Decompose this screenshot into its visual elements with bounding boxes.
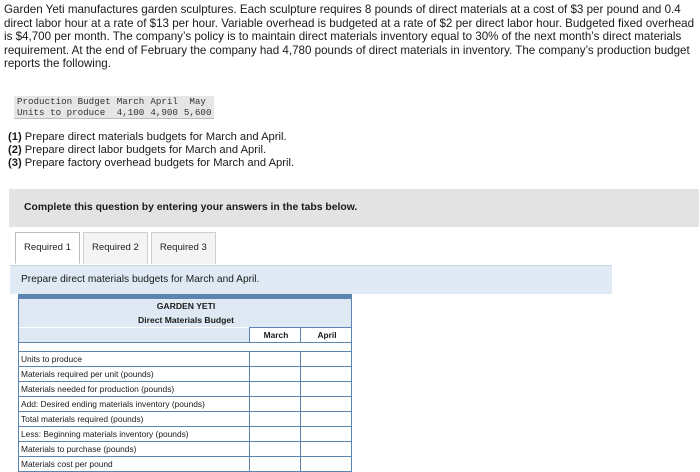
table-row [19,457,352,472]
complete-question-text: Complete this question by entering your answers in the tabs below. [24,202,358,213]
table-row [19,352,352,367]
row-label: Total materials required (pounds) [19,412,250,427]
input-april-units-to-produce[interactable] [301,352,352,367]
budget-title-row [19,313,352,328]
production-budget-col-march: March [116,96,145,107]
production-budget-value-march: 4,100 [116,107,145,118]
requirement-text: Prepare direct labor budgets for March and April. [21,144,267,156]
input-field[interactable] [252,369,296,380]
input-field[interactable] [252,459,296,470]
tab-required-3[interactable]: Required 3 [151,232,216,264]
tab-required-2[interactable]: Required 2 [83,232,148,264]
input-field[interactable] [252,429,296,440]
requirement-item [8,157,294,170]
complete-question-banner [9,189,699,227]
row-label: Materials cost per pound [19,457,250,472]
row-label: Materials required per unit (pounds) [19,367,250,382]
spacer-cell [250,343,301,352]
production-budget-value-may: 5,600 [183,107,212,118]
input-march-materials-needed[interactable] [250,382,301,397]
requirement-number: (2) [8,144,22,156]
input-april-cost-per-pound[interactable] [301,457,352,472]
column-header-row [19,328,352,343]
instruction-bar [10,265,612,294]
input-field[interactable] [252,414,296,425]
input-field[interactable] [252,444,296,455]
spacer-cell [301,343,352,352]
production-budget-col-april: April [150,96,178,107]
company-name: GARDEN YETI [19,299,352,313]
spacer-cell [19,343,250,352]
input-march-cost-per-pound[interactable] [250,457,301,472]
production-budget-title: Production Budget [17,96,111,107]
input-march-beginning-inventory[interactable] [250,427,301,442]
requirement-number: (1) [8,131,22,143]
company-row [19,299,352,313]
production-budget-row-label: Units to produce [17,107,106,118]
spacer-row [19,343,352,352]
row-label: Materials to purchase (pounds) [19,442,250,457]
input-april-materials-needed[interactable] [301,382,352,397]
production-budget-box [14,96,214,119]
table-row [19,442,352,457]
input-field[interactable] [303,459,347,470]
input-field[interactable] [252,399,296,410]
column-header-blank [19,328,250,343]
input-field[interactable] [303,414,347,425]
required-tabs [15,232,219,264]
requirement-item [8,144,294,157]
input-april-materials-per-unit[interactable] [301,367,352,382]
table-row [19,367,352,382]
column-header-april: April [301,328,352,343]
input-field[interactable] [303,384,347,395]
input-march-units-to-produce[interactable] [250,352,301,367]
problem-statement: Garden Yeti manufactures garden sculptures. Each sculpture requires 8 pounds of direct materials at a cost of $3 per pound and 0.4 direct labor hour at a rate of $13 per hour. Variable overhead is budgeted at a rate of $2 per direct labor hour. Budgeted fixed overhead is $4,700 per month. The company’s policy is to maintain direct materials inventory equal to 30% of the next month’s direct materials requirement. At the end of February the company had 4,780 pounds of direct materials in inventory. The company’s production budget reports the following. [4,3,695,71]
input-march-materials-to-purchase[interactable] [250,442,301,457]
input-march-desired-ending-inventory[interactable] [250,397,301,412]
budget-title: Direct Materials Budget [19,313,352,328]
input-field[interactable] [303,369,347,380]
tab-required-1[interactable]: Required 1 [15,232,80,264]
row-label: Less: Beginning materials inventory (pounds) [19,427,250,442]
input-april-materials-to-purchase[interactable] [301,442,352,457]
requirement-number: (3) [8,157,22,169]
table-row [19,412,352,427]
input-april-desired-ending-inventory[interactable] [301,397,352,412]
input-field[interactable] [303,399,347,410]
production-budget-value-april: 4,900 [150,107,178,118]
input-field[interactable] [252,354,296,365]
input-march-total-materials-required[interactable] [250,412,301,427]
input-april-beginning-inventory[interactable] [301,427,352,442]
input-march-materials-per-unit[interactable] [250,367,301,382]
requirement-text: Prepare direct materials budgets for March and April. [21,131,287,143]
table-row [19,397,352,412]
column-header-march: March [250,328,301,343]
production-budget-col-may: May [189,96,206,107]
requirement-item [8,131,294,144]
input-april-total-materials-required[interactable] [301,412,352,427]
instruction-text: Prepare direct materials budgets for March and April. [21,274,260,285]
requirements-list [8,131,294,170]
row-label: Materials needed for production (pounds) [19,382,250,397]
row-label: Units to produce [19,352,250,367]
input-field[interactable] [303,429,347,440]
production-budget-table [14,96,214,118]
input-field[interactable] [303,354,347,365]
input-field[interactable] [303,444,347,455]
table-row [19,382,352,397]
input-field[interactable] [252,384,296,395]
row-label: Add: Desired ending materials inventory (pounds) [19,397,250,412]
table-row [19,427,352,442]
requirement-text: Prepare factory overhead budgets for March and April. [21,157,295,169]
direct-materials-budget-table [18,294,352,472]
